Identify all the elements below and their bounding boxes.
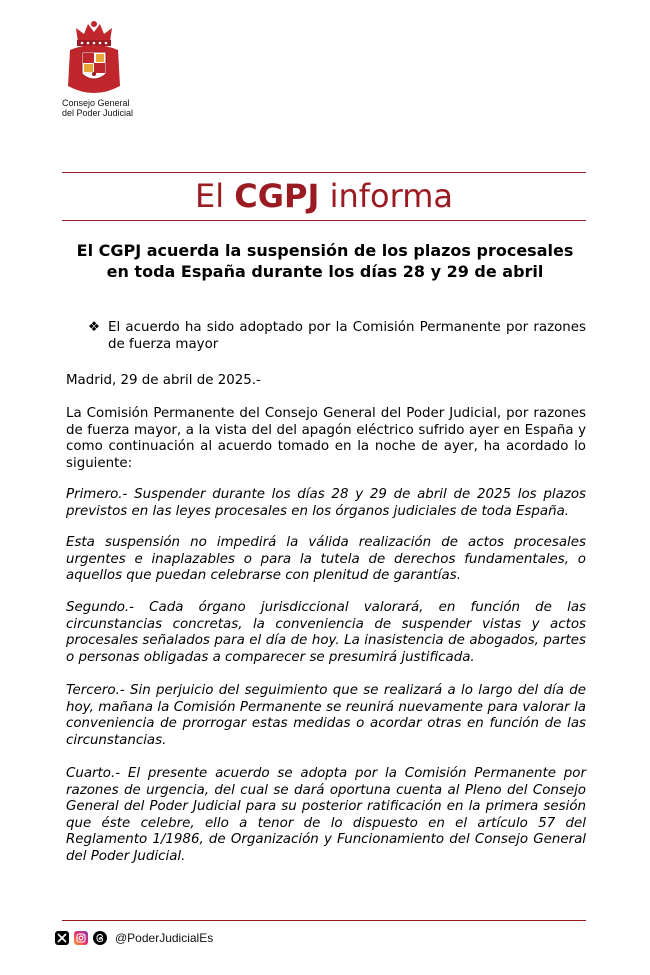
- footer-social: [55, 929, 213, 947]
- coat-of-arms-icon: [64, 20, 124, 96]
- org-name: [62, 98, 152, 118]
- paragraph-primero: Primero.- Suspender durante los días 28 y 29 de abril de 2025 los plazos previstos en las leyes procesales en los órganos judiciales de toda España.: [66, 487, 586, 519]
- paragraph-segundo: Segundo.- Cada órgano jurisdiccional valorará, en función de las circunstancias concretas, la conveniencia de suspender vistas y actos procesales señalados para el día de hoy. La inasistencia de abogados, partes o personas obligadas a comparecer se presumirá justificada.: [66, 600, 586, 665]
- dateline: Madrid, 29 de abril de 2025.-: [66, 373, 261, 388]
- summary-bullet-text: El acuerdo ha sido adoptado por la Comisión Permanente por razones de fuerza mayor: [108, 320, 586, 352]
- masthead-top-divider: [62, 172, 586, 173]
- instagram-icon[interactable]: [74, 931, 88, 945]
- paragraph-primero-exception: Esta suspensión no impedirá la válida realización de actos procesales urgentes e inaplazables o para la tutela de derechos fundamentales, o aquellos que puedan celebrarse con plenitud de garantías.: [66, 535, 586, 583]
- paragraph-tercero: Tercero.- Sin perjuicio del seguimiento que se realizará a lo largo del día de hoy, mañana la Comisión Permanente se reunirá nuevamente para valorar la conveniencia de prorrogar estas medidas o acordar otras en función de las circunstancias.: [66, 683, 586, 748]
- paragraph-intro: La Comisión Permanente del Consejo General del Poder Judicial, por razones de fuerza mayor, a la vista del del apagón eléctrico sufrido ayer en España y como continuación al acuerdo tomado en la noche de ayer, ha acordado lo siguiente:: [66, 406, 586, 471]
- masthead-suffix: informa: [329, 177, 453, 215]
- org-name-line2: del Poder Judicial: [62, 108, 134, 118]
- social-handle[interactable]: @PoderJudicialEs: [115, 931, 214, 945]
- masthead-bottom-divider: [62, 220, 586, 221]
- summary-bullet: [88, 319, 586, 353]
- masthead-brand: CGPJ: [234, 177, 320, 215]
- masthead-prefix: El: [195, 177, 225, 215]
- press-headline: El CGPJ acuerda la suspensión de los plazos procesales en toda España durante los días 28 y 29 de abril: [76, 241, 574, 281]
- footer-divider: [62, 920, 586, 921]
- x-icon[interactable]: [55, 931, 69, 945]
- threads-icon[interactable]: [93, 931, 107, 945]
- masthead-title: [62, 174, 586, 219]
- bullet-diamond-icon: ❖: [88, 320, 101, 335]
- paragraph-cuarto: Cuarto.- El presente acuerdo se adopta por la Comisión Permanente por razones de urgencia, del cual se dará oportuna cuenta al Pleno del Consejo General del Poder Judicial para su posterior ratificación en la primera sesión que éste celebre, ello a tenor de lo dispuesto en el artículo 57 del Reglamento 1/1986, de Organización y Funcionamiento del Consejo General del Poder Judicial.: [66, 766, 586, 864]
- org-name-line1: Consejo General: [62, 98, 130, 108]
- cgpj-logo: [62, 20, 152, 118]
